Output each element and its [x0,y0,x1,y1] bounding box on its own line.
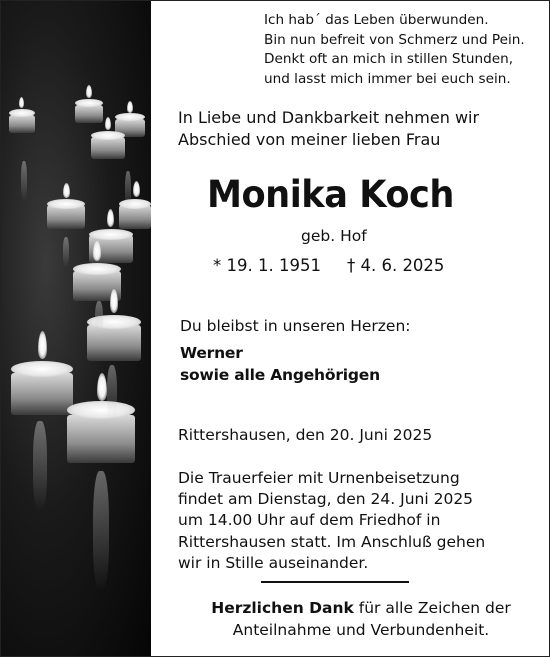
thanks-bold: Herzlichen Dank [211,599,354,617]
mourner-line: sowie alle Angehörigen [180,366,380,384]
candle-icon [119,199,151,229]
candles-photo [1,1,151,656]
mourner-line: Werner [180,344,243,362]
deceased-name: Monika Koch [207,173,454,216]
funeral-line: Rittershausen statt. Im Anschluß gehen [178,532,486,551]
poem-line: Ich hab´ das Leben überwunden. [264,12,489,28]
funeral-line: wir in Stille auseinander. [178,553,369,572]
death-date: † 4. 6. 2025 [346,256,445,275]
maiden-name: geb. Hof [301,227,367,245]
funeral-line: um 14.00 Uhr auf dem Friedhof in [178,511,441,530]
funeral-line: Die Trauerfeier mit Urnenbeisetzung [178,469,460,487]
candle-icon [67,401,135,463]
life-dates [213,256,444,275]
candle-icon [47,199,85,229]
thanks-line: Anteilnahme und Verbundenheit. [232,620,490,639]
divider [261,581,409,583]
place-date: Rittershausen, den 20. Juni 2025 [178,426,433,444]
candle-icon [75,99,103,123]
thanks-rest: für alle Zeichen der [353,599,511,617]
candle-icon [91,131,125,159]
funeral-info [178,468,538,574]
thanks-text [191,598,531,641]
poem-line: und lasst mich immer bei euch sein. [264,70,511,87]
intro-line: In Liebe und Dankbarkeit nehmen wir [178,108,480,127]
poem [264,11,534,89]
intro-text [178,107,538,151]
notice-text [151,1,549,656]
candle-icon [9,109,35,133]
funeral-line: findet am Dienstag, den 24. Juni 2025 [178,490,474,509]
poem-line: Bin nun befreit von Schmerz und Pein. [264,31,525,48]
candle-icon [11,361,73,415]
intro-line: Abschied von meiner lieben Frau [178,130,441,149]
mourners-list [180,342,380,386]
birth-date: * 19. 1. 1951 [213,256,321,275]
mourners-heading: Du bleibst in unseren Herzen: [180,317,411,335]
poem-line: Denkt oft an mich in stillen Stunden, [264,51,514,67]
